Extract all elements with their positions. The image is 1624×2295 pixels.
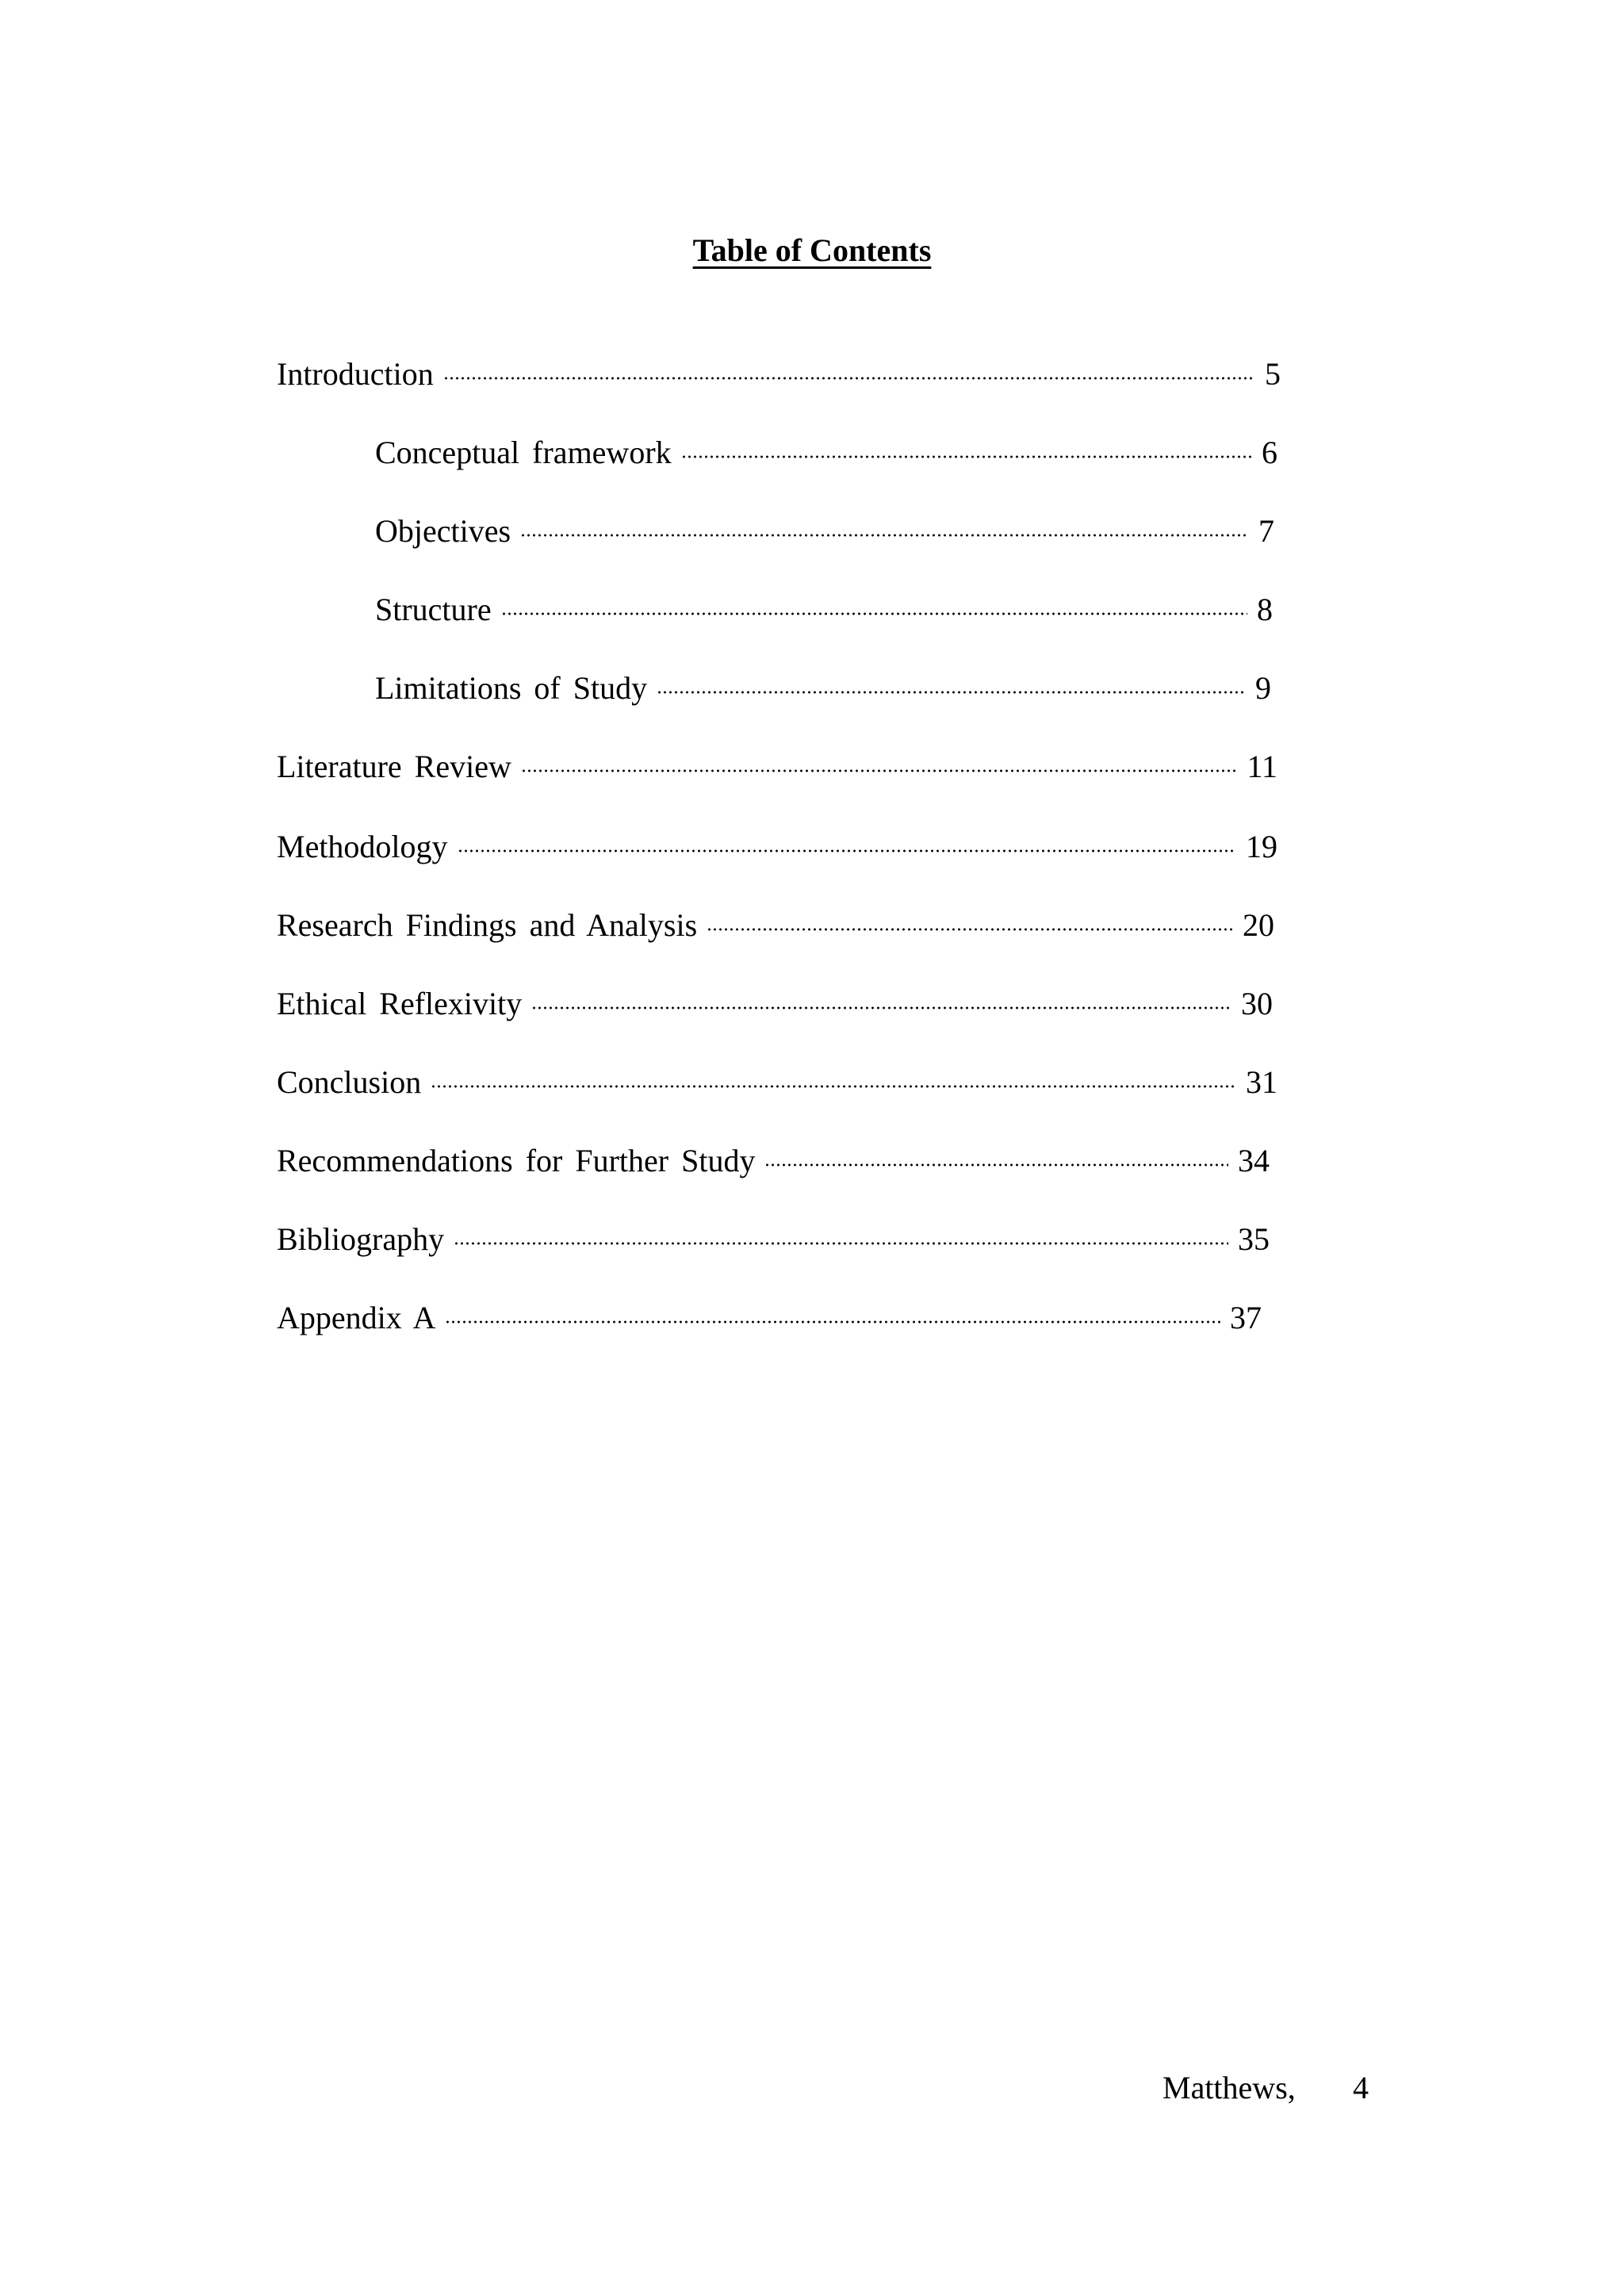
footer-page-number: 4 [1353,2070,1369,2105]
dot-leader [520,534,1249,537]
toc-entry-recommendations-for-further-study[interactable] [277,1141,1270,1181]
toc-entry-page: 6 [1262,435,1277,470]
toc-entry-page: 34 [1238,1143,1270,1178]
page-title: Table of Contents [692,232,932,268]
dot-leader [431,1085,1236,1088]
dot-leader [681,455,1252,458]
toc-entry-page: 9 [1255,670,1271,706]
toc-entry-introduction[interactable] [277,354,1281,394]
toc-entry-label: Recommendations for Further Study [277,1143,756,1178]
toc-entry-bibliography[interactable] [277,1220,1270,1259]
toc-entry-structure[interactable] [375,590,1273,630]
toc-entry-literature-review[interactable] [277,747,1277,787]
toc-entry-label: Research Findings and Analysis [277,907,698,943]
toc-entry-label: Conceptual framework [375,435,672,470]
dot-leader [443,377,1255,380]
toc-entry-label: Ethical Reflexivity [277,986,523,1021]
toc-entry-research-findings-and-analysis[interactable] [277,906,1274,945]
toc-entry-methodology[interactable] [277,827,1277,867]
dot-leader [501,612,1247,615]
toc-entry-ethical-reflexivity[interactable] [277,984,1273,1024]
toc-entry-page: 31 [1246,1064,1277,1100]
dot-leader [707,928,1233,931]
toc-entry-page: 5 [1265,356,1281,392]
toc-entry-page: 11 [1247,749,1277,784]
dot-leader [445,1320,1220,1324]
toc-entry-label: Introduction [277,356,434,392]
toc-entry-conclusion[interactable] [277,1063,1277,1102]
toc-entry-label: Conclusion [277,1064,422,1100]
dot-leader [531,1006,1231,1010]
page-footer [1162,2068,1369,2108]
toc-entry-limitations-of-study[interactable] [375,669,1271,708]
toc-entry-label: Methodology [277,829,448,864]
toc-entry-appendix-a[interactable] [277,1298,1262,1338]
toc-entry-label: Appendix A [277,1300,436,1335]
dot-leader [454,1242,1228,1245]
toc-entry-label: Bibliography [277,1221,445,1257]
toc-entry-page: 20 [1243,907,1274,943]
toc-entry-page: 19 [1246,829,1277,864]
dot-leader [657,691,1246,694]
toc-entry-label: Limitations of Study [375,670,648,706]
dot-leader [458,849,1236,852]
dot-leader [764,1163,1228,1167]
toc-entry-conceptual-framework[interactable] [375,433,1277,473]
footer-author: Matthews, [1162,2070,1296,2105]
toc-entry-page: 30 [1241,986,1273,1021]
toc-entry-page: 35 [1238,1221,1270,1257]
toc-entry-page: 7 [1258,513,1274,549]
toc-entry-objectives[interactable] [375,511,1274,551]
toc-entry-label: Literature Review [277,749,511,784]
dot-leader [521,769,1238,772]
toc-entry-label: Objectives [375,513,511,549]
toc-entry-page: 37 [1230,1300,1262,1335]
toc-entry-label: Structure [375,592,492,627]
toc-entry-page: 8 [1257,592,1273,627]
